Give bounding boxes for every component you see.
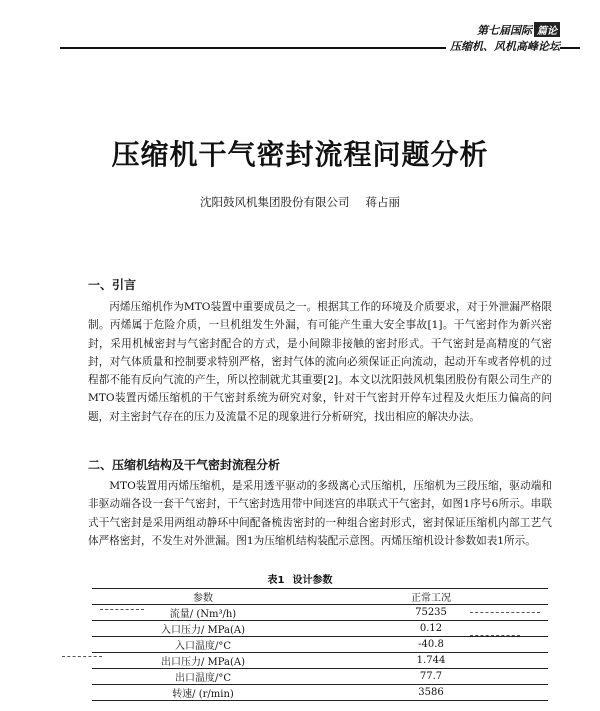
param-cell: 转速/ (r/min) [92,685,314,701]
table-row [92,637,548,653]
value-cell: 3586 [314,685,548,701]
article-title: 压缩机干气密封流程问题分析 [111,138,489,171]
table-caption [0,571,600,586]
author-line [0,194,600,210]
table-caption-title: 设计参数 [292,575,333,586]
section-heading-structure: 二、压缩机结构及干气密封流程分析 [88,458,281,472]
running-header-conference: 第七届国际 篇论 [477,22,560,38]
scan-artifact-line [100,609,144,610]
author-affiliation: 沈阳鼓风机集团股份有限公司 [200,195,350,209]
scan-artifact-line [470,635,520,636]
table-caption-number: 表1 [267,575,285,586]
column-header-param: 参数 [92,589,314,605]
param-cell: 流量/ (Nm³/h) [92,605,314,621]
value-cell: 75235 [314,605,548,621]
design-parameters-table [92,588,548,701]
value-cell: 77.7 [314,669,548,685]
value-cell: -40.8 [314,637,548,653]
value-cell: 0.12 [314,621,548,637]
table-row [92,685,548,701]
param-cell: 出口压力/ MPa(A) [92,653,314,669]
section-heading-introduction: 一、引言 [88,278,137,292]
running-header-series: 压缩机、风机高峰论坛 [446,38,560,54]
paragraph-structure: MTO装置用丙烯压缩机，是采用透平驱动的多级离心式压缩机，压缩机为三段压缩，驱动端和非驱动端各设一套干气密封，干气密封选用带中间迷宫的串联式干气密封，如图1序号6所示。串联式干气密封是采用两组动静环中间配备梳齿密封的一种组合密封形式，密封保证压缩机内部工艺气体严格密封，不发生对外泄漏。图1为压缩机结构装配示意图。丙烯压缩机设计参数如表1所示。 [88,480,552,547]
param-cell: 出口温度/°C [92,669,314,685]
table-row [92,669,548,685]
value-cell: 1.744 [314,653,548,669]
param-cell: 入口压力/ MPa(A) [92,621,314,637]
scan-artifact-line [62,656,102,657]
conference-chip: 篇论 [534,22,560,37]
scan-artifact-line [470,612,540,613]
table-row [92,653,548,669]
paragraph-introduction: 丙烯压缩机作为MTO装置中重要成员之一。根据其工作的环境及介质要求，对于外泄漏严格限制。丙烯属于危险介质，一旦机组发生外漏，有可能产生重大安全事故[1]。干气密封作为新兴密封，采用机械密封与气密封配合的方式，是小间隙非接触的密封形式。干气密封是高精度的气密封，对气体质量和控制要求特别严格，密封气体的流向必须保证正向流动，起动开车或者停机的过程都不能有反向气流的产生，所以控制就尤其重要[2]。本文以沈阳鼓风机集团股份有限公司生产的MTO装置丙烯压缩机的干气密封系统为研究对象，针对干气密封开停车过程及火炬压力偏高的问题，对主密封气存在的压力及流量不足的现象进行分析研究，找出相应的解决办法。 [88,301,552,423]
column-header-value: 正常工况 [314,589,548,605]
param-cell: 入口温度/°C [92,637,314,653]
table-header-row [92,589,548,605]
author-name: 蒋占丽 [365,195,400,209]
